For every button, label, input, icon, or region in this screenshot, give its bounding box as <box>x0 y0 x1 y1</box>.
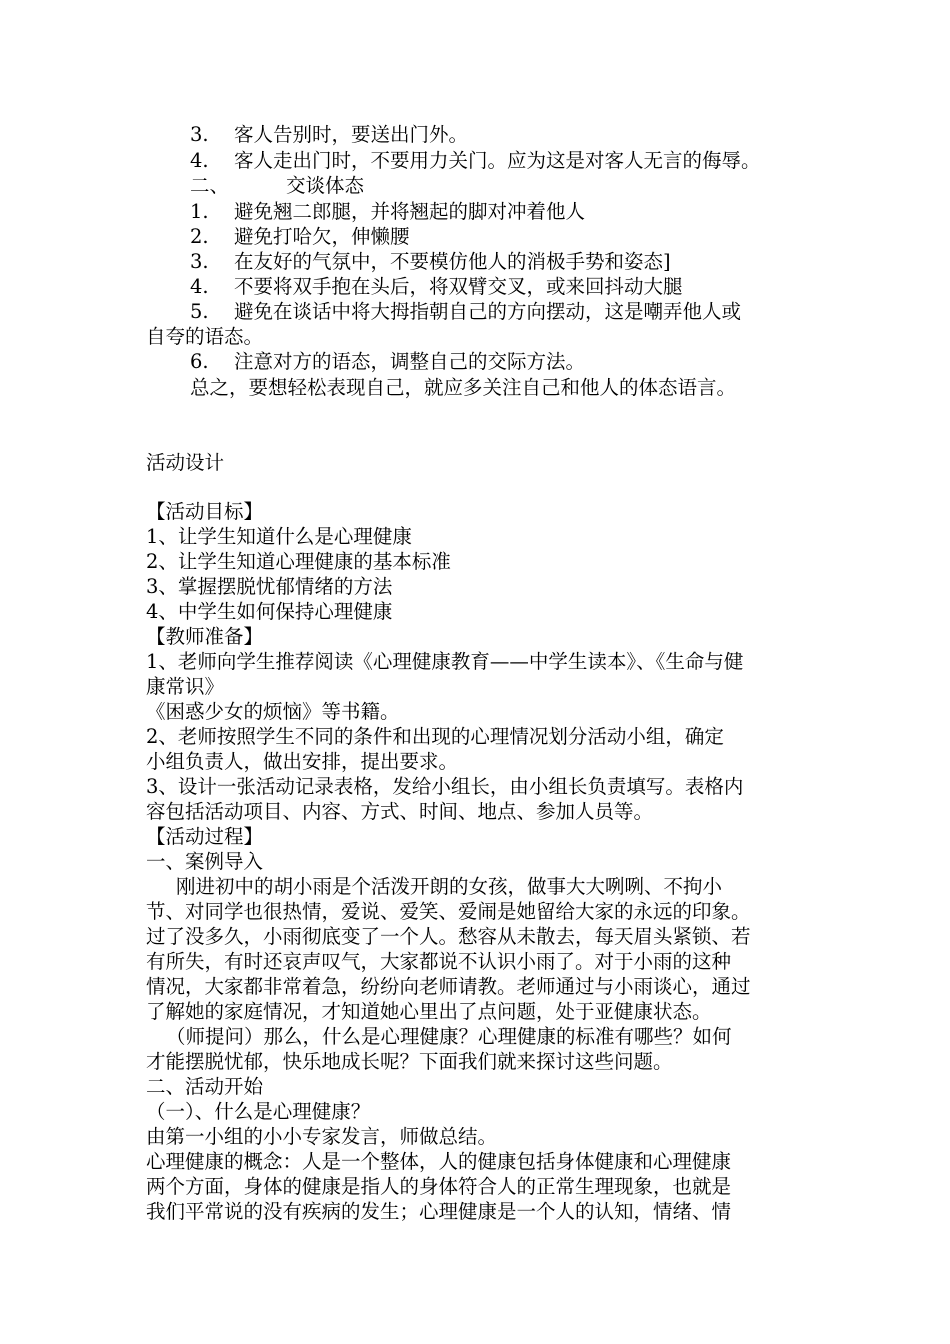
teacher-question-line: 才能摆脱忧郁，快乐地成长呢？下面我们就来探讨这些问题。 <box>146 1050 673 1073</box>
case-paragraph-line: 了解她的家庭情况，才知道她心里出了点问题，处于亚健康状态。 <box>146 1000 712 1023</box>
teacher-question-line: （师提问）那么，什么是心理健康？心理健康的标准有哪些？如何 <box>166 1025 732 1048</box>
case-paragraph-line: 节、对同学也很热情，爱说、爱笑、爱闹是她留给大家的永远的印象。 <box>146 900 751 923</box>
case-paragraph-line: 过了没多久，小雨彻底变了一个人。愁容从未散去，每天眉头紧锁、若 <box>146 925 751 948</box>
case-paragraph-line: 刚进初中的胡小雨是个活泼开朗的女孩，做事大大咧咧、不拘小 <box>176 875 723 898</box>
prep-line: 2、老师按照学生不同的条件和出现的心理情况划分活动小组，确定 <box>146 725 724 748</box>
case-paragraph-line: 情况，大家都非常着急，纷纷向老师请教。老师通过与小雨谈心，通过 <box>146 975 751 998</box>
goal-item: 1、让学生知道什么是心理健康 <box>146 525 412 548</box>
goals-heading: 【活动目标】 <box>146 500 264 523</box>
activity-design-heading: 活动设计 <box>146 451 225 474</box>
goal-item: 3、掌握摆脱忧郁情绪的方法 <box>146 575 393 598</box>
prep-line: 容包括活动项目、内容、方式、时间、地点、参加人员等。 <box>146 800 654 823</box>
prep-line: 康常识》 <box>146 675 225 698</box>
prep-line: 3、设计一张活动记录表格，发给小组长，由小组长负责填写。表格内 <box>146 775 744 798</box>
case-heading: 一、案例导入 <box>146 850 264 873</box>
subsection-line: 两个方面，身体的健康是指人的身体符合人的正常生理现象，也就是 <box>146 1175 732 1198</box>
talk-item-3: 3. 在友好的气氛中，不要模仿他人的消极手势和姿态] <box>190 250 671 273</box>
prep-line: 1、老师向学生推荐阅读《心理健康教育——中学生读本》、《生命与健 <box>146 650 744 673</box>
prep-line: 小组负责人，做出安排，提出要求。 <box>146 750 459 773</box>
goal-item: 4、中学生如何保持心理健康 <box>146 600 393 623</box>
case-paragraph-line: 有所失，有时还哀声叹气，大家都说不认识小雨了。对于小雨的这种 <box>146 950 732 973</box>
summary-paragraph: 总之，要想轻松表现自己，就应多关注自己和他人的体态语言。 <box>190 376 737 399</box>
talk-item-5-continued: 自夸的语态。 <box>146 325 264 348</box>
subsection-line: 我们平常说的没有疾病的发生；心理健康是一个人的认知，情绪、情 <box>146 1200 732 1223</box>
goal-item: 2、让学生知道心理健康的基本标准 <box>146 550 451 573</box>
subsection-line: 心理健康的概念：人是一个整体，人的健康包括身体健康和心理健康 <box>146 1150 732 1173</box>
talk-item-6: 6. 注意对方的语态，调整自己的交际方法。 <box>190 350 586 373</box>
subsection-heading: （一）、什么是心理健康？ <box>146 1100 371 1123</box>
talk-item-5: 5. 避免在谈话中将大拇指朝自己的方向摆动，这是嘲弄他人或 <box>190 300 742 323</box>
section-heading-talk-posture: 二、 交谈体态 <box>190 174 365 197</box>
prep-heading: 【教师准备】 <box>146 625 264 648</box>
activity-start-heading: 二、活动开始 <box>146 1075 264 1098</box>
process-heading: 【活动过程】 <box>146 825 264 848</box>
subsection-line: 由第一小组的小小专家发言，师做总结。 <box>146 1125 498 1148</box>
talk-item-1: 1. 避免翘二郎腿，并将翘起的脚对冲着他人 <box>190 200 586 223</box>
etiquette-item-3: 3. 客人告别时，要送出门外。 <box>190 123 469 146</box>
prep-line: 《困惑少女的烦恼》等书籍。 <box>146 700 400 723</box>
talk-item-2: 2. 避免打哈欠，伸懒腰 <box>190 225 410 248</box>
talk-item-4: 4. 不要将双手抱在头后，将双臂交叉，或来回抖动大腿 <box>190 275 683 298</box>
etiquette-item-4: 4. 客人走出门时，不要用力关门。应为这是对客人无言的侮辱。 <box>190 149 761 172</box>
